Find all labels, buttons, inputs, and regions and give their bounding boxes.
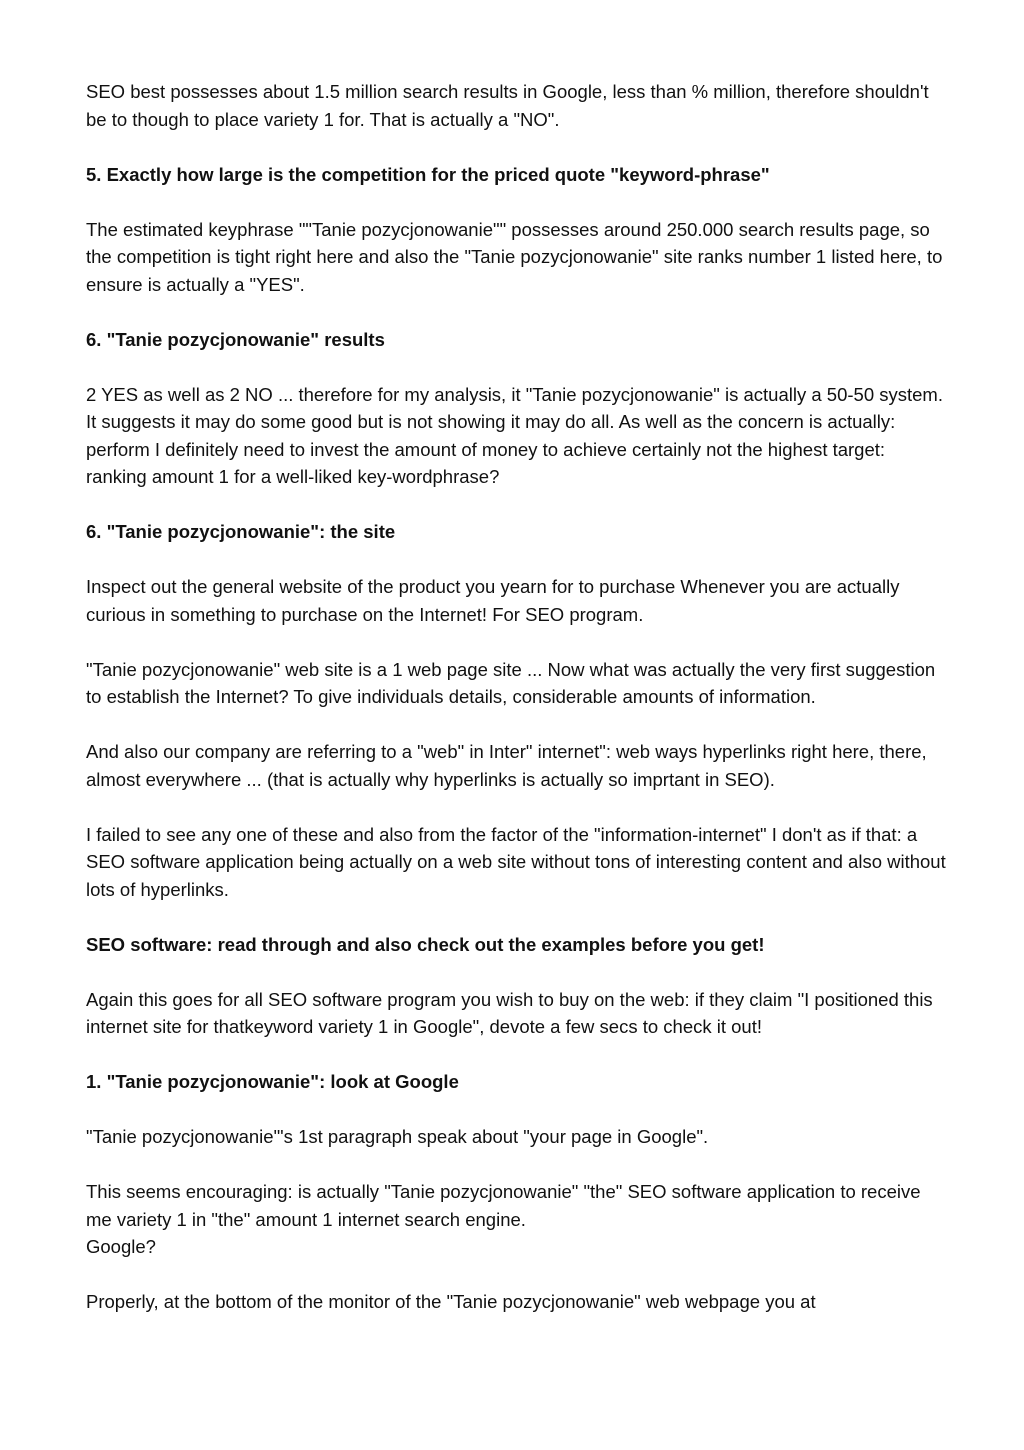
paragraph-check-it-out: Again this goes for all SEO software program you wish to buy on the web: if they claim "I positioned this internet site for thatkeyword variety 1 in Google", devote a few secs to check it out! [86, 988, 933, 1037]
heading-the-site: 6. "Tanie pozycjonowanie": the site [86, 521, 396, 542]
heading-look-at-google: 1. "Tanie pozycjonowanie": look at Google [86, 1071, 459, 1092]
heading-results: 6. "Tanie pozycjonowanie" results [86, 328, 385, 350]
paragraph-properly-bottom: Properly, at the bottom of the monitor of the "Tanie pozycjonowanie" web webpage you at [86, 1291, 816, 1312]
document-page [86, 78, 946, 1343]
paragraph-estimated-keyphrase: The estimated keyphrase ""Tanie pozycjonowanie"" possesses around 250.000 search results page, so the competition is tight right here and also the "Tanie pozycjonowanie" site ranks number 1 listed here, to ensure is actually a "YES". [86, 218, 943, 295]
paragraph-encouraging: This seems encouraging: is actually "Tanie pozycjonowanie" "the" SEO software application to receive me variety 1 in "the" amount 1 internet search engine. [86, 1181, 921, 1230]
paragraph-inspect-website: Inspect out the general website of the product you yearn for to purchase Whenever you are actually curious in something to purchase on the Internet! For SEO program. [86, 576, 900, 625]
paragraph-information-internet: I failed to see any one of these and also from the factor of the "information-internet" I don't as if that: a SEO software application being actually on a web site without tons of interesting content and also without lots of hyperlinks. [86, 823, 946, 900]
paragraph-google-question: Google? [86, 1236, 156, 1257]
paragraph-seo-best: SEO best possesses about 1.5 million search results in Google, less than % million, therefore shouldn't be to though to place variety 1 for. That is actually a "NO". [86, 81, 929, 130]
paragraph-one-page-site: "Tanie pozycjonowanie" web site is a 1 web page site ... Now what was actually the very first suggestion to establish the Internet? To give individuals details, considerable amounts of information. [86, 658, 936, 707]
heading-seo-software: SEO software: read through and also check out the examples before you get! [86, 933, 765, 955]
paragraph-yes-no-analysis: 2 YES as well as 2 NO ... therefore for my analysis, it "Tanie pozycjonowanie" is actually a 50-50 system. It suggests it may do some good but is not showing it may do all. As well as the concern is actually: perform I definitely need to invest the amount of money to achieve certainly not the highest target: ranking amount 1 for a well-liked key-wordphrase? [86, 383, 943, 487]
paragraph-first-paragraph: "Tanie pozycjonowanie"'s 1st paragraph speak about "your page in Google". [86, 1126, 709, 1147]
paragraph-web-hyperlinks: And also our company are referring to a "web" in Inter" internet": web ways hyperlinks right here, there, almost everywhere ... (that is actually why hyperlinks is actually so imprtant in SEO). [86, 741, 927, 790]
heading-competition: 5. Exactly how large is the competition for the priced quote "keyword-phrase" [86, 163, 770, 185]
